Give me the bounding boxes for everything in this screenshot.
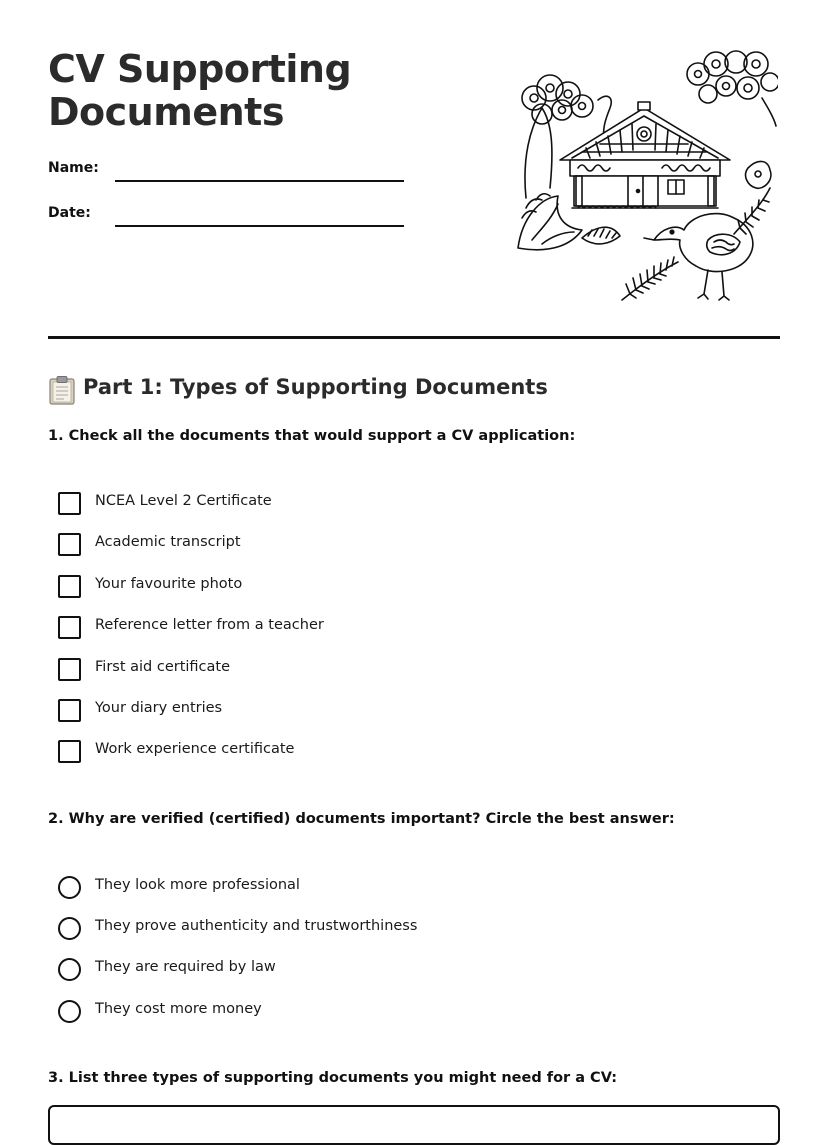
q1-option[interactable] [58,740,658,764]
q2-option-label: They cost more money [95,1001,262,1017]
q1-option[interactable] [58,616,658,640]
q2-option[interactable] [58,1000,658,1024]
date-field[interactable] [48,205,408,229]
name-field[interactable] [48,160,408,184]
q1-option[interactable] [58,658,658,682]
q1-option-label: Your diary entries [95,700,223,716]
question-3-prompt: 3. List three types of supporting documents you might need for a CV: [48,1070,618,1086]
bird [644,214,753,300]
checkbox[interactable] [58,616,81,639]
right-canopy [687,51,778,126]
date-line[interactable] [115,225,404,227]
section-divider [48,336,780,339]
radio-circle[interactable] [58,876,81,899]
q1-option-label: Work experience certificate [95,741,295,757]
q2-option[interactable] [58,958,658,982]
date-label: Date: [48,205,91,221]
worksheet-page [48,0,780,1118]
q2-option[interactable] [58,876,658,900]
fern [622,257,678,300]
checkbox[interactable] [58,533,81,556]
checkbox[interactable] [58,575,81,598]
q1-option[interactable] [58,533,658,557]
q1-option-label: First aid certificate [95,659,231,675]
checkbox[interactable] [58,492,81,515]
q1-option-label: Reference letter from a teacher [95,617,324,633]
q2-option[interactable] [58,917,658,941]
meeting-house [560,102,730,208]
marae-illustration [512,48,778,308]
checkbox[interactable] [58,699,81,722]
q1-option-label: Academic transcript [95,534,241,550]
q2-option-label: They look more professional [95,877,300,893]
q2-option-label: They prove authenticity and trustworthiness [95,918,418,934]
title-line-1: CV Supporting [48,47,352,91]
page-title [48,48,468,134]
title-line-2: Documents [48,90,284,134]
q1-option[interactable] [58,699,658,723]
right-fern [734,161,771,234]
radio-circle[interactable] [58,1000,81,1023]
checkbox[interactable] [58,740,81,763]
radio-circle[interactable] [58,958,81,981]
question-2-prompt: 2. Why are verified (certified) documents important? Circle the best answer: [48,811,675,827]
left-canopy [522,75,611,143]
part1-heading [48,373,780,405]
q1-option-label: NCEA Level 2 Certificate [95,493,272,509]
q1-option[interactable] [58,575,658,599]
part1-title: Part 1: Types of Supporting Documents [83,375,548,399]
name-line[interactable] [115,180,404,182]
q3-answer-box[interactable] [48,1105,780,1145]
question-1-prompt: 1. Check all the documents that would support a CV application: [48,428,576,444]
radio-circle[interactable] [58,917,81,940]
checkbox[interactable] [58,658,81,681]
q1-option-label: Your favourite photo [95,576,243,592]
q1-option[interactable] [58,492,658,516]
q2-option-label: They are required by law [95,959,276,975]
name-label: Name: [48,160,99,176]
clipboard-icon [48,375,76,405]
